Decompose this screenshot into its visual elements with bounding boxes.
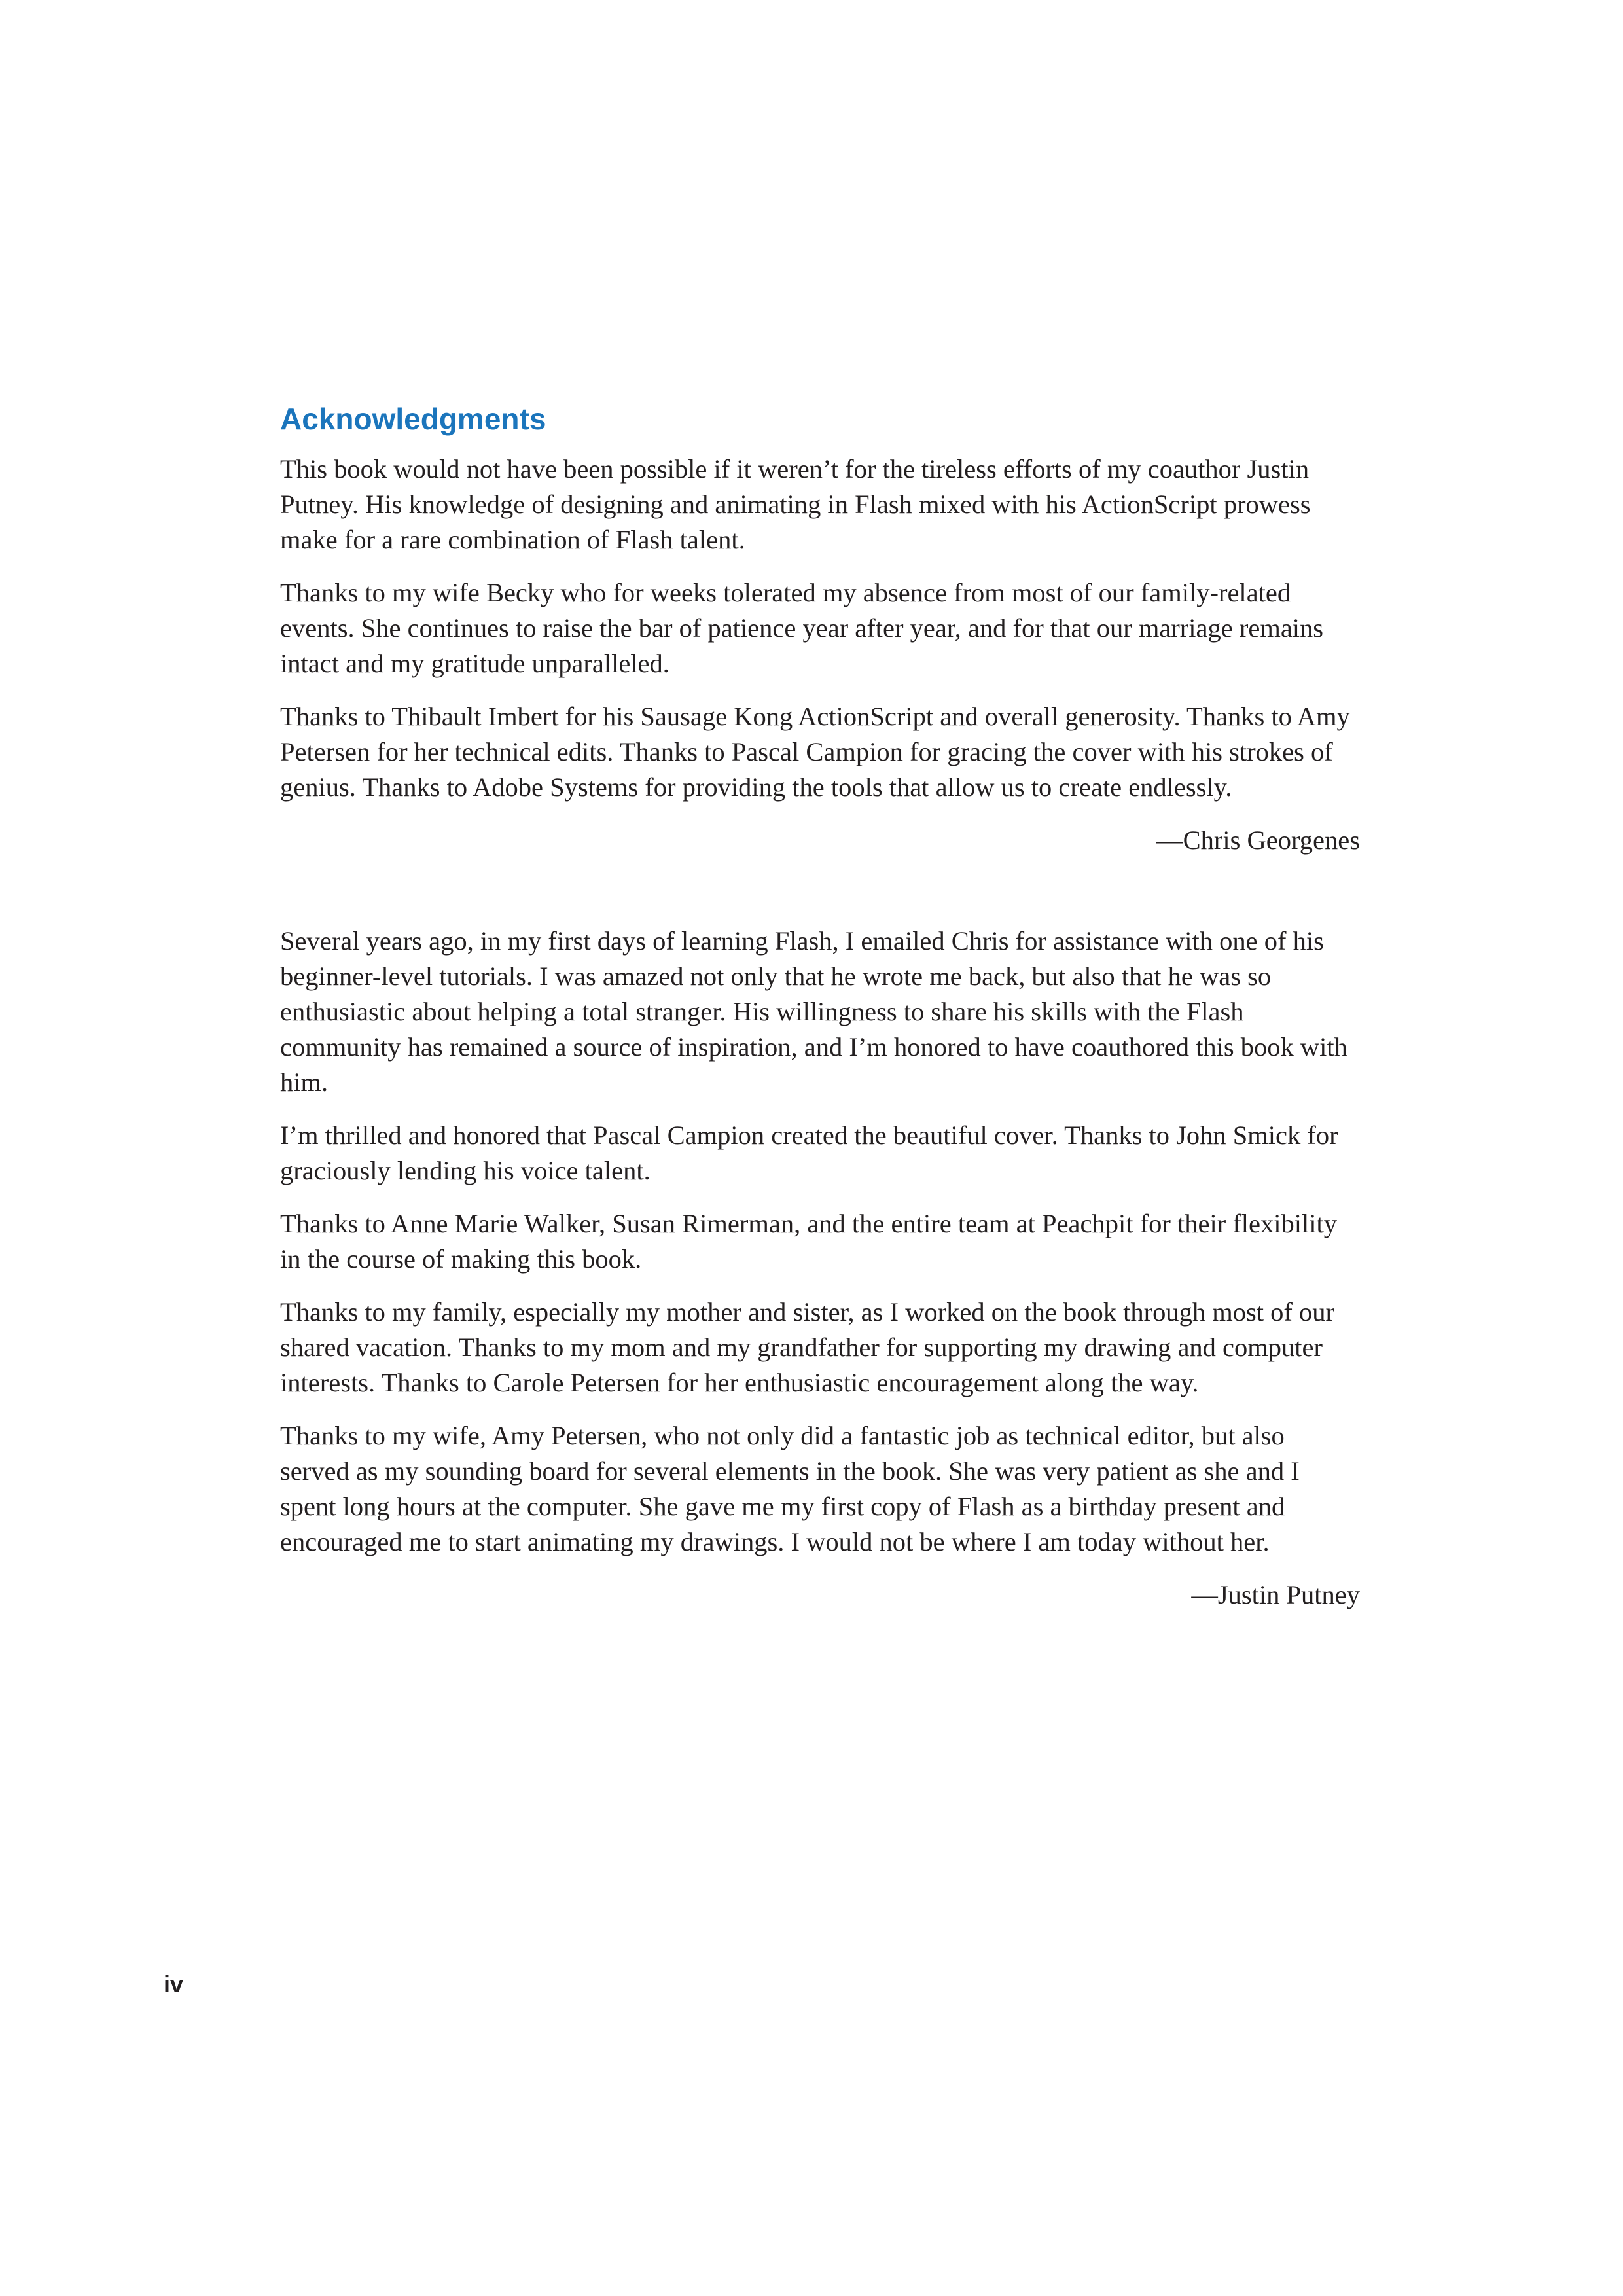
chris-georgenes-section bbox=[280, 452, 1360, 858]
signature-chris-georgenes: —Chris Georgenes bbox=[1156, 825, 1360, 855]
acknowledgments-content bbox=[280, 401, 1360, 1613]
paragraph: Thanks to my wife, Amy Petersen, who not only did a fantastic job as technical editor, but also served as my sounding board for several elements in the book. She was very patient as she and I spent long hours at the computer. She gave me my first copy of Flash as a birthday present and encouraged me to start animating my drawings. I would not be where I am today without her. bbox=[280, 1421, 1300, 1556]
paragraph: I’m thrilled and honored that Pascal Campion created the beautiful cover. Thanks to John Smick for graciously lending his voice talent. bbox=[280, 1121, 1338, 1185]
paragraph: Thanks to my family, especially my mother and sister, as I worked on the book through most of our shared vacation. Thanks to my mom and my grandfather for supporting my drawing and computer interests. Thanks to Carole Petersen for her enthusiastic encouragement along the way. bbox=[280, 1297, 1334, 1397]
signature-justin-putney: —Justin Putney bbox=[1191, 1580, 1360, 1609]
justin-putney-section bbox=[280, 924, 1360, 1613]
paragraph: Several years ago, in my first days of learning Flash, I emailed Chris for assistance with one of his beginner-level tutorials. I was amazed not only that he wrote me back, but also that he was so enthusiastic about helping a total stranger. His willingness to share his skills with the Flash community has remained a source of inspiration, and I’m honored to have coauthored this book with him. bbox=[280, 926, 1347, 1097]
section-divider-space bbox=[280, 858, 1360, 924]
page-number: iv bbox=[164, 1971, 184, 1998]
paragraph: Thanks to Anne Marie Walker, Susan Rimerman, and the entire team at Peachpit for their flexibility in the course of making this book. bbox=[280, 1209, 1338, 1274]
paragraph: Thanks to Thibault Imbert for his Sausage Kong ActionScript and overall generosity. Thanks to Amy Petersen for her technical edits. Thanks to Pascal Campion for gracing the cover with his strokes of genius. Thanks to Adobe Systems for providing the tools that allow us to create endlessly. bbox=[280, 702, 1350, 802]
page-title: Acknowledgments bbox=[280, 402, 546, 436]
paragraph: This book would not have been possible if it weren’t for the tireless efforts of my coauthor Justin Putney. His knowledge of designing and animating in Flash mixed with his ActionScript prowess make for a rare combination of Flash talent. bbox=[280, 454, 1311, 554]
paragraph: Thanks to my wife Becky who for weeks tolerated my absence from most of our family-related events. She continues to raise the bar of patience year after year, and for that our marriage remains intact and my gratitude unparalleled. bbox=[280, 578, 1324, 678]
